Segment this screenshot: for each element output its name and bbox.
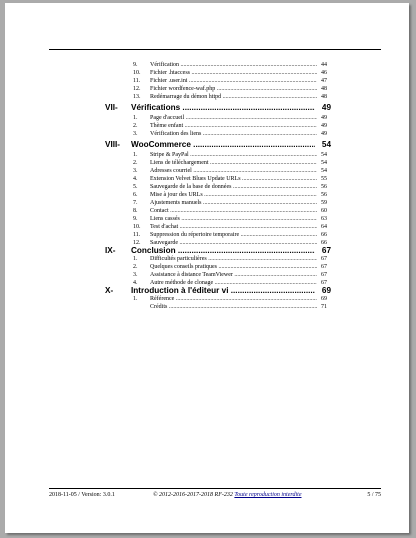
toc-entry[interactable] (133, 207, 327, 215)
toc-entry-label: Sauvegarde de la base de données ..... (150, 183, 317, 191)
section-page: 67 (321, 246, 331, 255)
toc-entry-label: Référence ..... (150, 295, 317, 303)
toc-entry[interactable] (133, 183, 327, 191)
toc-entry-number: 1. (133, 296, 138, 302)
toc-entry-page: 48 (317, 85, 327, 93)
toc-entry-label: Difficultés particulières ..... (150, 255, 317, 263)
toc-entry-number: 1. (133, 115, 138, 121)
toc-entry-label: Page d'accueil ..... (150, 114, 317, 122)
footer-notice-link[interactable]: Toute reproduction interdite (234, 492, 302, 498)
toc-entry[interactable] (133, 61, 327, 69)
toc-entry[interactable] (133, 167, 327, 175)
toc-entry[interactable] (133, 175, 327, 183)
toc-entry-label: Stripe & PayPal ..... (150, 151, 317, 159)
toc-entry[interactable] (133, 69, 327, 77)
toc-entry-page: 54 (317, 167, 327, 175)
section-page: 69 (321, 286, 331, 295)
toc-entry[interactable] (133, 191, 327, 199)
toc-entry-page: 67 (317, 271, 327, 279)
toc-entry-label: Fichier .htaccess ..... (150, 69, 317, 77)
toc-entry-number: 13. (133, 94, 141, 100)
toc-entry-label: Fichier wordfence-waf.php ..... (150, 85, 317, 93)
toc-entry-page: 60 (317, 207, 327, 215)
toc-entry-number: 3. (133, 168, 138, 174)
toc-entry-number: 9. (133, 216, 138, 222)
toc-entry-number: 8. (133, 208, 138, 214)
footer-copyright (153, 491, 302, 500)
toc-entry[interactable] (133, 130, 327, 138)
toc-entry-page: 48 (317, 93, 327, 101)
toc-entry-page: 71 (317, 303, 327, 311)
toc-entry-label: Redémarrage du démon httpd ..... (150, 93, 317, 101)
toc-entry[interactable] (133, 85, 327, 93)
toc-entry-page: 54 (317, 159, 327, 167)
toc-entry[interactable] (133, 159, 327, 167)
toc-entry[interactable] (133, 77, 327, 85)
toc-entry[interactable] (133, 151, 327, 159)
toc-section-heading[interactable] (5, 102, 409, 113)
footer-date-version: 2018-11-05 / Version: 3.0.1 (49, 492, 115, 498)
toc-entry-label: Adresses courriel ..... (150, 167, 317, 175)
toc-section-heading[interactable] (5, 139, 409, 150)
section-title: Introduction à l'éditeur vi ..... (131, 285, 315, 296)
toc-entry[interactable] (133, 122, 327, 130)
toc-entry-page: 69 (317, 295, 327, 303)
toc-entry-number: 7. (133, 200, 138, 206)
toc-entry-label: Suppression du répertoire temporaire ..... (150, 231, 317, 239)
toc-entry-label: Crédits ..... (150, 303, 317, 311)
toc-entry-number: 1. (133, 256, 138, 262)
section-title: Vérifications ..... (131, 102, 315, 113)
toc-entry-page: 56 (317, 191, 327, 199)
toc-entry-label: Ajustements manuels ..... (150, 199, 317, 207)
toc-entry-page: 59 (317, 199, 327, 207)
toc-entry[interactable] (133, 271, 327, 279)
toc-entry[interactable] (133, 93, 327, 101)
footer-page-number: 5 / 75 (367, 492, 381, 498)
toc-entry-number: 10. (133, 70, 141, 76)
document-page (5, 3, 409, 533)
toc-entry-page: 44 (317, 61, 327, 69)
toc-entry-page: 66 (317, 231, 327, 239)
toc-entry-label: Extension Velvet Blues Update URLs ..... (150, 175, 317, 183)
toc-entry-page: 47 (317, 77, 327, 85)
toc-entry-number: 10. (133, 224, 141, 230)
toc-entry-label: Thème enfant ..... (150, 122, 317, 130)
section-page: 54 (321, 140, 331, 149)
toc-entry-page: 49 (317, 114, 327, 122)
section-number: IX- (105, 246, 116, 255)
section-title: Conclusion ..... (131, 245, 315, 256)
toc-entry-number: 2. (133, 123, 138, 129)
toc-entry-number: 3. (133, 131, 138, 137)
toc-entry-page: 49 (317, 130, 327, 138)
toc-entry-number: 2. (133, 264, 138, 270)
table-of-contents (5, 3, 409, 533)
toc-entry-label: Liens cassés ..... (150, 215, 317, 223)
toc-entry-number: 11. (133, 232, 141, 238)
toc-entry-page: 55 (317, 175, 327, 183)
toc-entry[interactable] (133, 231, 327, 239)
toc-entry-label: Sauvegarde ..... (150, 239, 317, 247)
toc-entry-label: Autre méthode de clonage ..... (150, 279, 317, 287)
toc-entry-page: 66 (317, 239, 327, 247)
toc-entry-label: Quelques conseils pratiques ..... (150, 263, 317, 271)
toc-entry-label: Assistance à distance TeamViewer ..... (150, 271, 317, 279)
toc-entry-page: 67 (317, 279, 327, 287)
footer-rule (49, 488, 381, 489)
toc-entry-number: 4. (133, 176, 138, 182)
toc-entry[interactable] (133, 223, 327, 231)
section-title: WooCommerce ..... (131, 139, 315, 150)
toc-entry[interactable] (133, 303, 327, 311)
toc-entry[interactable] (133, 199, 327, 207)
toc-entry-page: 67 (317, 255, 327, 263)
toc-entry[interactable] (133, 255, 327, 263)
section-number: VII- (105, 103, 118, 112)
section-page: 49 (321, 103, 331, 112)
toc-entry-number: 12. (133, 240, 141, 246)
toc-entry-page: 67 (317, 263, 327, 271)
toc-entry-label: Vérification ..... (150, 61, 317, 69)
toc-entry-number: 3. (133, 272, 138, 278)
toc-entry[interactable] (133, 215, 327, 223)
toc-entry-number: 9. (133, 62, 138, 68)
toc-entry-label: Contact ..... (150, 207, 317, 215)
toc-entry-page: 46 (317, 69, 327, 77)
section-number: X- (105, 286, 114, 295)
toc-entry-label: Mise à jour des URLs ..... (150, 191, 317, 199)
toc-entry-page: 49 (317, 122, 327, 130)
toc-entry-number: 2. (133, 160, 138, 166)
toc-entry-number: 1. (133, 152, 138, 158)
toc-entry-label: Fichier .user.ini ..... (150, 77, 317, 85)
toc-entry-label: Liens de téléchargement ..... (150, 159, 317, 167)
toc-entry-page: 63 (317, 215, 327, 223)
toc-entry-number: 6. (133, 192, 138, 198)
toc-entry-page: 56 (317, 183, 327, 191)
toc-entry[interactable] (133, 263, 327, 271)
section-number: VIII- (105, 140, 121, 149)
toc-entry-page: 64 (317, 223, 327, 231)
footer-copyright-text: © 2012-2016-2017-2018 RF-232 (153, 492, 233, 498)
toc-entry[interactable] (133, 114, 327, 122)
toc-entry-number: 4. (133, 280, 138, 286)
toc-entry-page: 54 (317, 151, 327, 159)
toc-entry-number: 11. (133, 78, 141, 84)
toc-entry-label: Test d'achat ..... (150, 223, 317, 231)
toc-entry-number: 5. (133, 184, 138, 190)
toc-entry-label: Vérification des liens ..... (150, 130, 317, 138)
toc-entry-number: 12. (133, 86, 141, 92)
toc-entry[interactable] (133, 295, 327, 303)
